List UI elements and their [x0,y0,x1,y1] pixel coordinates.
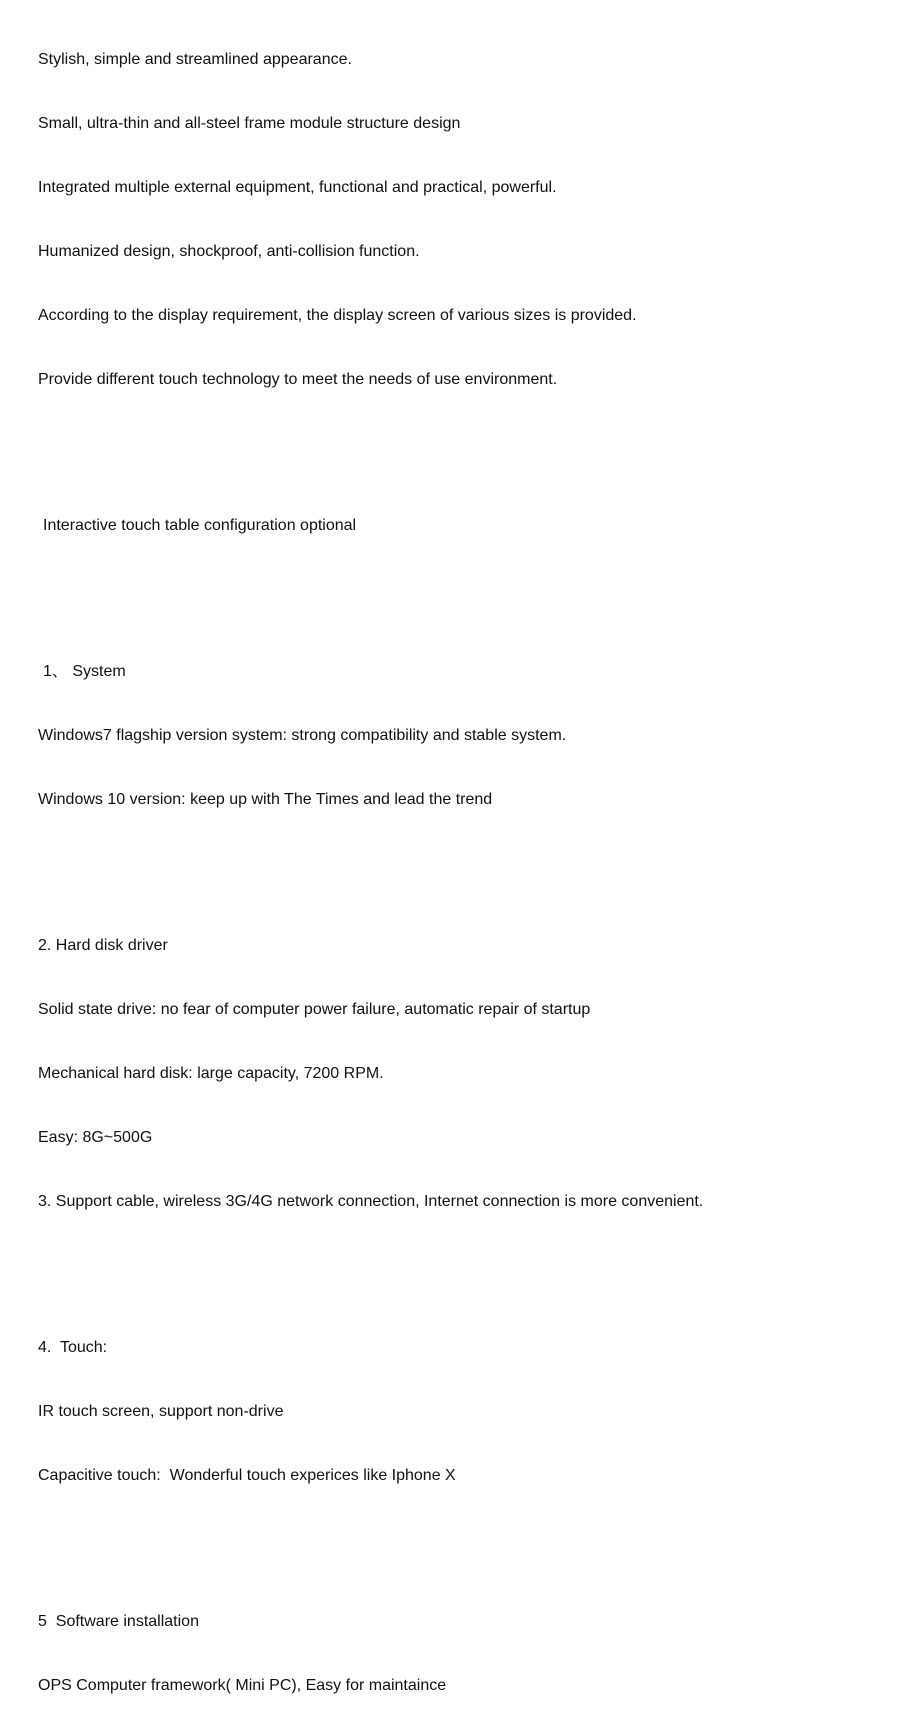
touch-heading: 4. Touch: [38,1339,108,1356]
spacer [38,576,898,604]
network-line: 3. Support cable, wireless 3G/4G network connection, Internet connection is more convenient. [38,1193,704,1210]
document-body [38,10,898,1718]
software-heading: 5 Software installation [38,1613,199,1630]
spacer [38,1252,898,1280]
software-line: OPS Computer framework( Mini PC), Easy for maintaince [38,1677,447,1694]
hard-disk-line: Mechanical hard disk: large capacity, 7200 RPM. [38,1065,384,1082]
touch-line: IR touch screen, support non-drive [38,1403,284,1420]
system-heading: 1、 System [43,663,126,680]
feature-line: According to the display requirement, the display screen of various sizes is provided. [38,307,637,324]
feature-line: Small, ultra-thin and all-steel frame module structure design [38,115,461,132]
hard-disk-line: Easy: 8G~500G [38,1129,153,1146]
touch-line: Capacitive touch: Wonderful touch experices like Iphone X [38,1467,456,1484]
feature-line: Humanized design, shockproof, anti-collision function. [38,243,420,260]
feature-line: Stylish, simple and streamlined appearance. [38,51,352,68]
spacer [38,430,898,458]
feature-line: Provide different touch technology to meet the needs of use environment. [38,371,558,388]
system-line: Windows 10 version: keep up with The Times and lead the trend [38,791,493,808]
spacer [38,850,898,878]
system-line: Windows7 flagship version system: strong compatibility and stable system. [38,727,567,744]
feature-line: Integrated multiple external equipment, functional and practical, powerful. [38,179,557,196]
spacer [38,1526,898,1554]
hard-disk-line: Solid state drive: no fear of computer power failure, automatic repair of startup [38,1001,591,1018]
hard-disk-heading: 2. Hard disk driver [38,937,168,954]
config-heading: Interactive touch table configuration optional [43,517,357,534]
